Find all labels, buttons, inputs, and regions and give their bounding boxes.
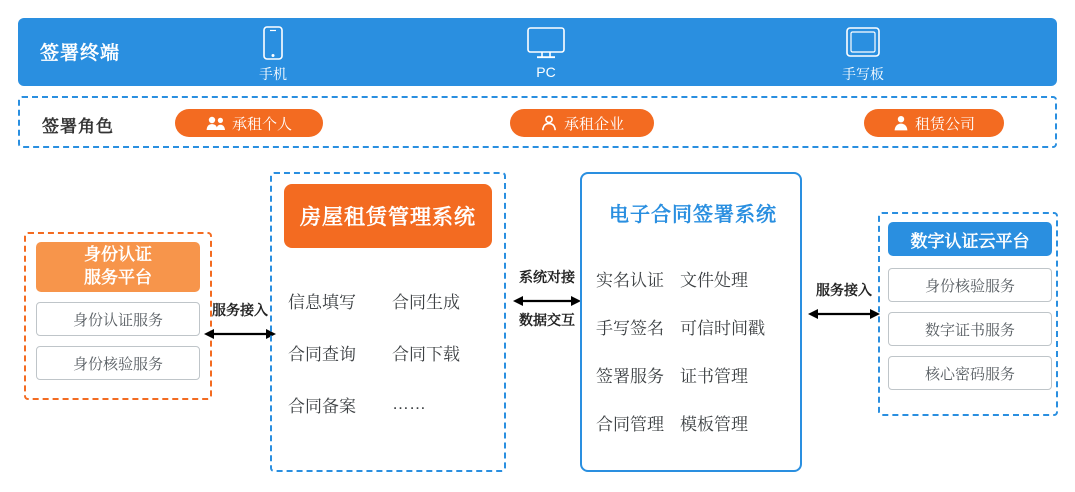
rental-system-header [284,184,492,248]
middle-connector-label-top: 系统对接 [519,269,575,285]
contract-feature-item: 手写签名 [596,318,664,338]
rental-system-title: 房屋租赁管理系统 [300,206,476,229]
rental-system-card [270,172,506,472]
role-pill-individual-tenant[interactable] [175,109,323,137]
signing-terminal-bar [18,18,1057,86]
contract-system-features [596,254,792,446]
identity-platform-title [36,242,200,292]
terminal-item-label: 手写板 [842,66,884,82]
right-connector-label: 服务接入 [816,282,872,298]
rental-feature-item: 合同下载 [392,344,460,364]
identity-platform-card [24,232,212,400]
ca-service-item[interactable]: 核心密码服务 [888,356,1052,390]
terminal-item-signature-pad [803,24,923,84]
left-connector-arrow-icon [204,325,276,348]
identity-service-item[interactable]: 身份核验服务 [36,346,200,380]
contract-feature-item: 实名认证 [596,270,664,290]
identity-platform-title-line2: 服务平台 [84,268,152,287]
terminal-item-mobile [213,24,333,84]
terminal-item-pc [486,24,606,80]
contract-feature-item: 签署服务 [596,366,664,386]
user-building-icon [540,115,558,131]
terminal-item-label: 手机 [259,66,287,82]
role-pill-label: 承租个人 [231,115,292,133]
identity-platform-title-line1: 身份认证 [84,245,152,265]
rental-feature-item: 信息填写 [288,292,356,312]
role-pill-corporate-tenant[interactable] [510,109,654,137]
role-pill-label: 租赁公司 [914,115,975,133]
rental-feature-item: …… [392,394,426,413]
signing-roles-box [18,96,1057,148]
signing-terminal-title: 签署终端 [40,43,121,64]
rental-system-features [288,274,492,430]
ca-platform-card [878,212,1058,416]
contract-feature-item: 合同管理 [596,414,664,434]
mobile-phone-icon [213,24,333,62]
rental-feature-item: 合同查询 [288,344,356,364]
user-badge-icon [893,115,909,131]
desktop-monitor-icon [486,24,606,62]
ca-service-item[interactable]: 身份核验服务 [888,268,1052,302]
rental-feature-item: 合同生成 [392,292,460,312]
contract-feature-item: 模板管理 [680,414,748,434]
contract-system-card [580,172,802,472]
user-group-icon [206,115,226,131]
role-pill-leasing-company[interactable] [864,109,1004,137]
signing-roles-title: 签署角色 [42,117,114,136]
identity-service-item[interactable]: 身份认证服务 [36,302,200,336]
contract-system-title: 电子合同签署系统 [609,204,777,226]
right-connector-arrow-icon [808,305,880,328]
contract-feature-item: 证书管理 [680,366,748,386]
role-pill-label: 承租企业 [563,115,624,133]
signature-pad-icon [803,24,923,62]
terminal-item-label: PC [536,64,556,80]
rental-feature-item: 合同备案 [288,396,356,416]
ca-platform-title: 数字认证云平台 [888,222,1052,256]
left-connector-label: 服务接入 [212,302,268,318]
ca-service-item[interactable]: 数字证书服务 [888,312,1052,346]
middle-connector-label-bottom: 数据交互 [519,312,575,328]
contract-feature-item: 文件处理 [680,270,748,290]
contract-feature-item: 可信时间戳 [680,318,765,338]
